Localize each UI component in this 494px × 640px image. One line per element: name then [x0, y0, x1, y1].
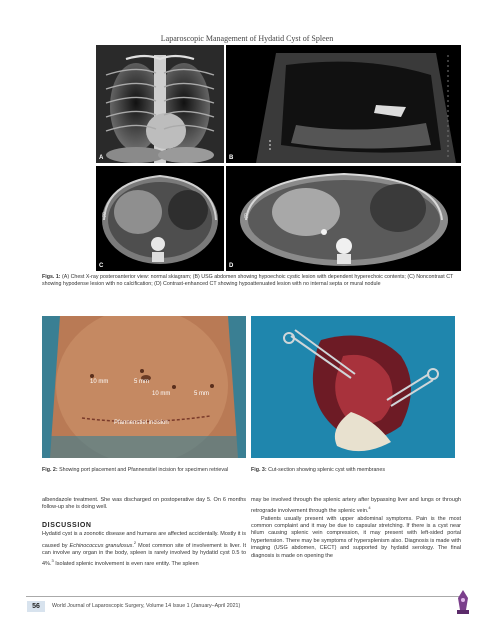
left-para-2-text-a: Hydatid cyst is a zoonotic disease and humans are affected accidentally. Mostly it is caused by: [42, 531, 246, 549]
page-number: 56: [27, 601, 45, 612]
figure-2-caption: [42, 467, 246, 474]
citation-3: 3: [51, 558, 54, 564]
incision-label: Pfannenstiel incision: [114, 420, 169, 426]
figure-2-caption-label: Fig. 2:: [42, 467, 58, 473]
panel-a-chest-xray: [96, 45, 224, 163]
ultrasound-image: [226, 45, 461, 163]
figure-3-caption-label: Fig. 3:: [251, 467, 267, 473]
publisher-logo-icon: [456, 590, 470, 614]
figure-3-caption: [251, 467, 461, 474]
figure-1: [96, 45, 461, 271]
left-para-2: [42, 531, 246, 568]
panel-d-contrast-ct: [226, 166, 461, 271]
left-para-2-text-d: Isolated splenic involvement is even rare entity. The spleen: [53, 561, 199, 568]
right-para-1: [251, 497, 461, 516]
citation-4: 4: [368, 505, 371, 511]
specimen-photo: [251, 316, 455, 458]
left-para-1: albendazole treatment. She was discharged on postoperative day 5. On 6 months follow-up she is doing well.: [42, 497, 246, 511]
right-column: [251, 497, 461, 560]
figure-2-caption-text: Showing port placement and Pfannenstiel incision for specimen retrieval: [59, 467, 229, 473]
ct-side-mark-d: R: [244, 214, 249, 220]
port-label-1: 10 mm: [90, 379, 109, 385]
ct-image-contrast: [226, 166, 461, 271]
port-label-3: 10 mm: [152, 391, 171, 397]
left-para-2-text-c: Most common site of involvement is liver. It can involve any organ in the body, spleen is rarely involved by hydatid cyst 0.5 to 4%.: [42, 542, 246, 568]
right-para-1-text: may be involved through the splenic artery after bypassing liver and lungs or through retrograde involvement through the splenic vein.: [251, 497, 461, 515]
figure-1-caption-text: (A) Chest X-ray posteroanterior view: normal skiagram; (B) USG abdomen showing hypoechoic cystic lesion with dependent hyperechoic contents; (C) Noncontrast CT showing hypodense lesion with no calcification; (D) Contrast-enhanced CT showing hypoattenuated lesion with no internal septa or mural nodule: [42, 274, 454, 288]
left-para-2-text-b: .: [132, 542, 134, 549]
chest-xray-image: [96, 45, 224, 163]
footer-rule: [26, 596, 460, 597]
section-heading-discussion: DISCUSSION: [42, 521, 92, 529]
panel-label-d: D: [229, 263, 234, 269]
right-para-2: Patients usually present with upper abdominal symptoms. Pain is the most common complaint and it may be due to capsular stretching. If there is a cyst near hilum causing splenic vein compression, it may present with left-sided portal hypertension. There may be symptoms of hypersplenism also. Diagnosis is made with imaging (USG abdomen, CECT) and supported by hydatid serology. The final diagnosis is made on opening the: [251, 515, 461, 559]
figure-1-caption-label: Figs. 1:: [42, 274, 61, 280]
abdomen-port-photo: [42, 316, 246, 458]
journal-citation: World Journal of Laparoscopic Surgery, Volume 14 Issue 1 (January–April 2021): [52, 603, 241, 609]
figure-3-photo: [251, 316, 455, 458]
running-head: Laparoscopic Management of Hydatid Cyst of Spleen: [160, 34, 334, 43]
left-column: [42, 497, 246, 569]
panel-b-ultrasound: [226, 45, 461, 163]
panel-label-a: A: [99, 155, 104, 161]
species-name: Echinococcus granulosus: [69, 542, 133, 549]
figure-3-caption-text: Cut-section showing splenic cyst with membranes: [268, 467, 385, 473]
ct-side-mark-c: R: [102, 213, 107, 219]
figure-1-caption: [42, 274, 468, 288]
citation-2: 2: [133, 539, 137, 545]
panel-label-c: C: [99, 263, 104, 269]
ct-image-noncontrast: [96, 166, 224, 271]
figure-2-photo: [42, 316, 246, 458]
port-label-2: 5 mm: [134, 379, 149, 385]
port-label-4: 5 mm: [194, 391, 209, 397]
panel-label-b: B: [229, 155, 234, 161]
panel-c-noncontrast-ct: [96, 166, 224, 271]
